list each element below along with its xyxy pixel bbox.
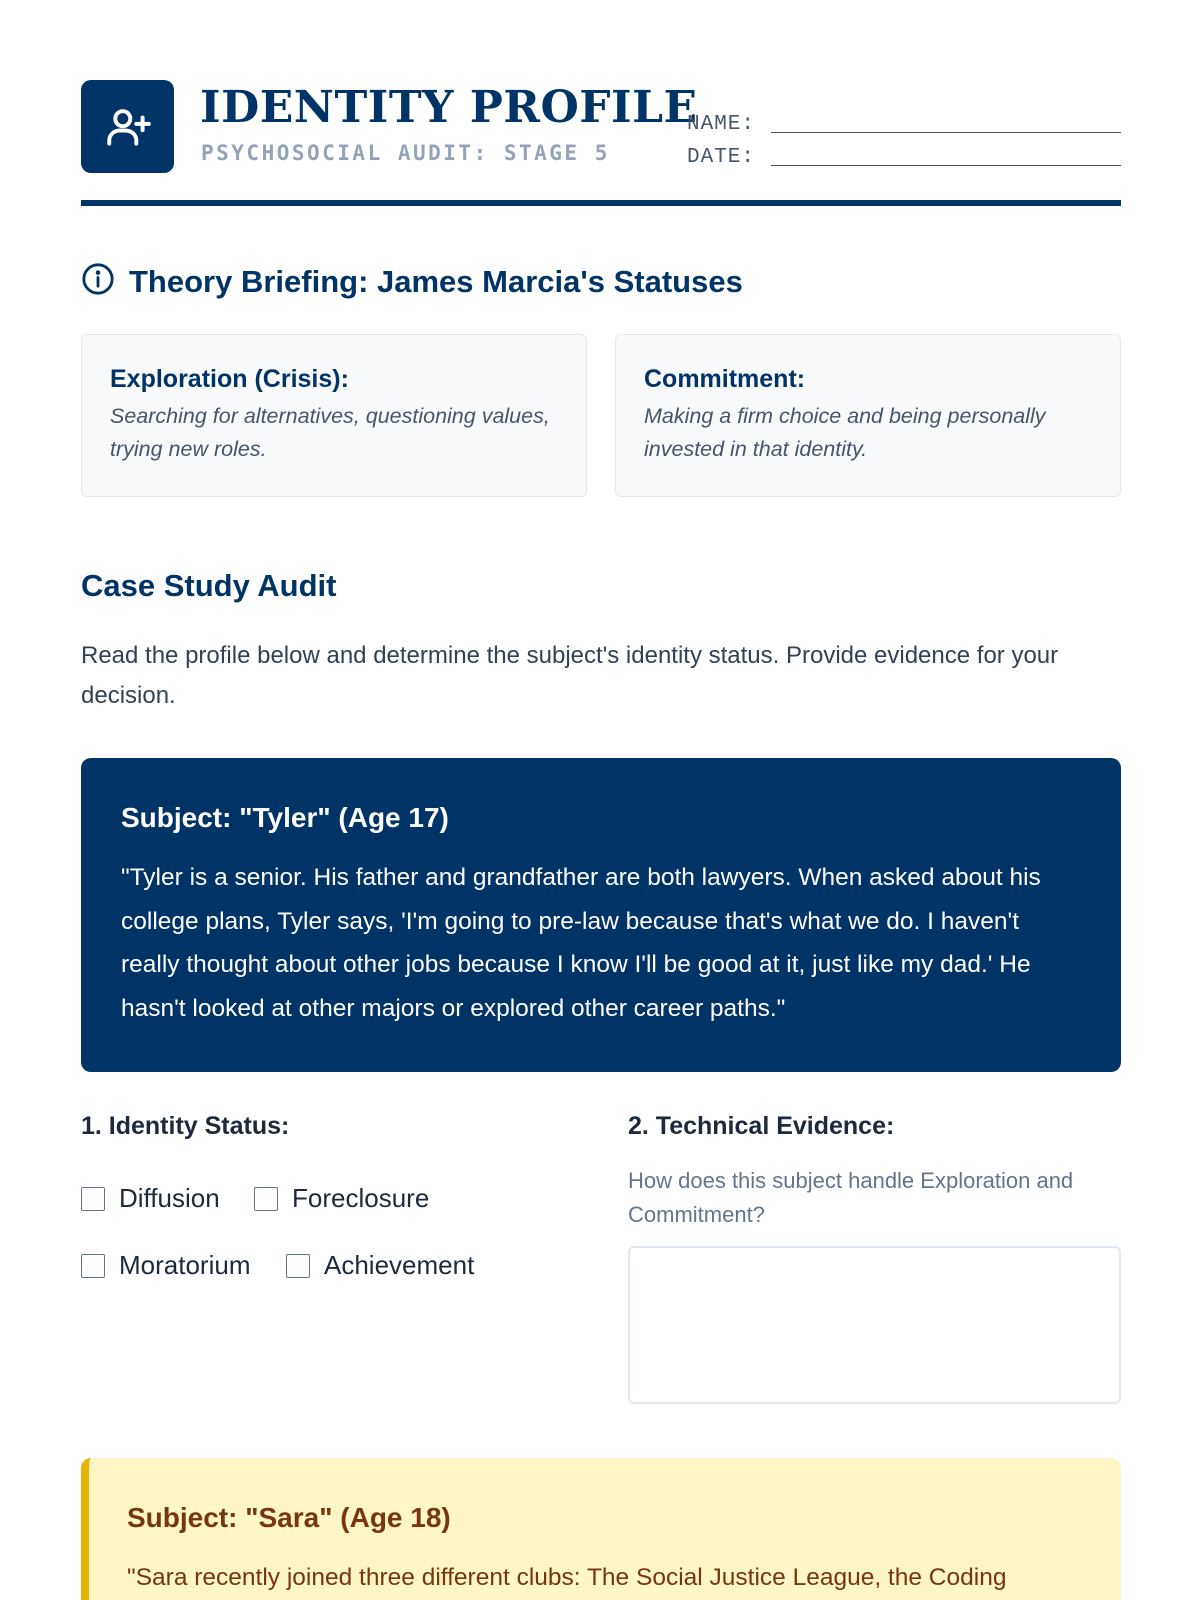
- option-label: Achievement: [324, 1250, 475, 1280]
- subject-title: Subject: "Sara" (Age 18): [127, 1502, 451, 1533]
- technical-evidence-label: 2. Technical Evidence:: [628, 1112, 895, 1140]
- page-title: IDENTITY PROFILE: [200, 82, 698, 133]
- card-description: Searching for alternatives, questioning values, trying new roles.: [110, 404, 550, 461]
- subject-text: "Sara recently joined three different clubs: The Social Justice League, the Coding: [127, 1564, 1007, 1591]
- subject-card-tyler: [81, 758, 1121, 1072]
- info-icon: [81, 262, 115, 301]
- theory-heading: [81, 262, 743, 301]
- name-field[interactable]: [687, 106, 1121, 136]
- card-title: Commitment:: [644, 365, 806, 393]
- option-label: Foreclosure: [292, 1183, 430, 1213]
- name-label: NAME:: [687, 113, 756, 136]
- theory-heading-text: Theory Briefing: James Marcia's Statuses: [129, 263, 743, 299]
- header: [81, 80, 1121, 206]
- date-field[interactable]: [687, 139, 1121, 169]
- subject-card-sara: [81, 1458, 1121, 1600]
- achievement-checkbox[interactable]: [286, 1254, 310, 1278]
- exploration-card: [81, 334, 587, 497]
- option-label: Moratorium: [119, 1250, 251, 1280]
- instructions: Read the profile below and determine the subject's identity status. Provide evidence for your decision.: [81, 642, 1059, 709]
- user-plus-icon: [81, 80, 174, 173]
- case-study-heading: Case Study Audit: [81, 568, 337, 603]
- foreclosure-checkbox[interactable]: [254, 1187, 278, 1211]
- header-divider: [81, 200, 1121, 206]
- date-label: DATE:: [687, 146, 756, 169]
- subject-title: Subject: "Tyler" (Age 17): [121, 802, 449, 833]
- page-subtitle: PSYCHOSOCIAL AUDIT: STAGE 5: [201, 141, 610, 165]
- moratorium-checkbox[interactable]: [81, 1254, 105, 1278]
- option-foreclosure[interactable]: [254, 1183, 429, 1214]
- commitment-card: [615, 334, 1121, 497]
- card-title: Exploration (Crisis):: [110, 365, 349, 393]
- date-line[interactable]: [771, 143, 1121, 166]
- card-description: Making a firm choice and being personally invested in that identity.: [644, 404, 1046, 461]
- option-moratorium[interactable]: [81, 1250, 250, 1281]
- evidence-answer-box[interactable]: [628, 1246, 1121, 1404]
- evidence-prompt: How does this subject handle Exploration and Commitment?: [628, 1168, 1074, 1227]
- subject-text: "Tyler is a senior. His father and grandfather are both lawyers. When asked about his college plans, Tyler says, 'I'm going to pre-law because that's what we do. I haven't really thought about other jobs because I know I'll be good at it, just like my dad.' He hasn't looked at other majors or explored other career paths.": [121, 864, 1041, 1022]
- option-achievement[interactable]: [286, 1250, 474, 1281]
- diffusion-checkbox[interactable]: [81, 1187, 105, 1211]
- option-diffusion[interactable]: [81, 1183, 220, 1214]
- name-line[interactable]: [771, 110, 1121, 133]
- option-label: Diffusion: [119, 1183, 220, 1213]
- identity-status-label: 1. Identity Status:: [81, 1112, 290, 1140]
